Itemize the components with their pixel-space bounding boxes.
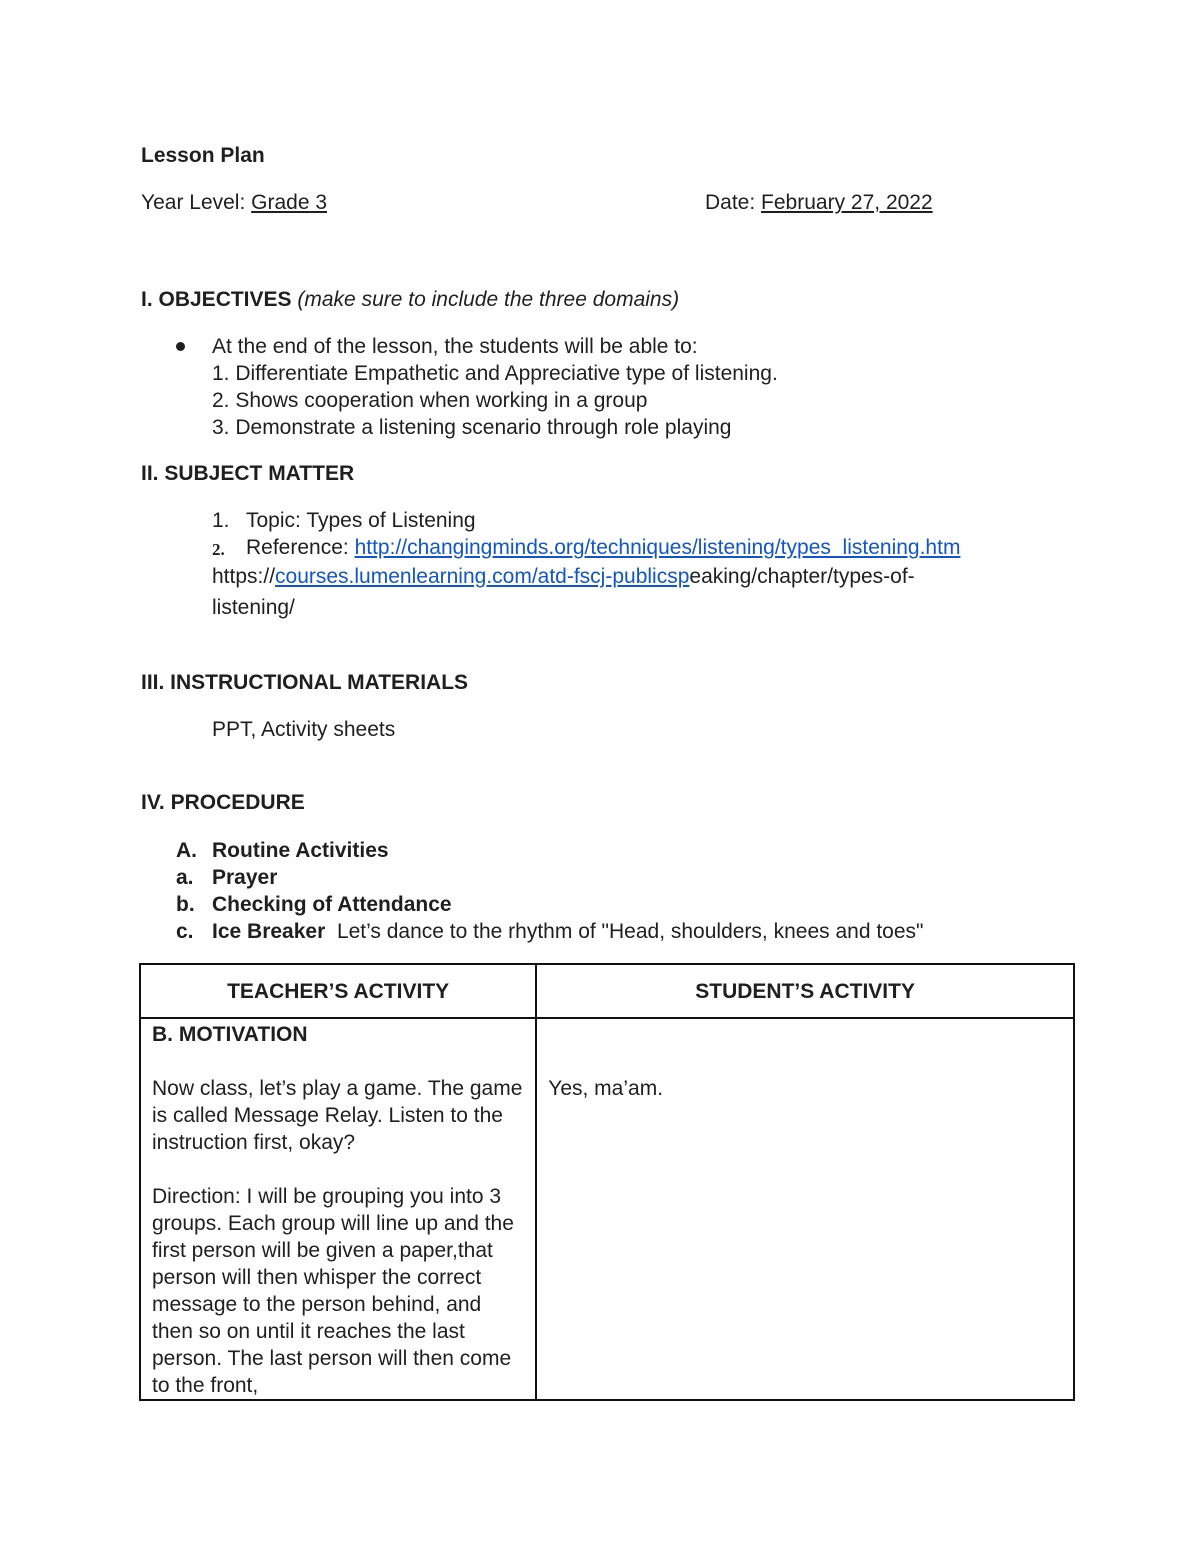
reference-link-2-prefix: https:// (212, 565, 276, 588)
student-reply: Yes, ma’am. (548, 1077, 664, 1100)
reference-link-2[interactable]: courses.lumenlearning.com/atd-fscj-publicsp (275, 565, 690, 588)
bullet-icon (176, 342, 185, 351)
reference-num: 2. (212, 540, 225, 559)
objectives-heading-row (141, 286, 679, 313)
procedure-item-icebreaker-row (212, 918, 923, 945)
teacher-paragraph: Direction: I will be grouping you into 3 groups. Each group will line up and the first person will be given a paper,that person will then whisper the correct message to the person behind, and then so on until it reaches the last person. The last person will then come to the front, (152, 1185, 514, 1397)
teacher-activity-header: TEACHER’S ACTIVITY (140, 964, 536, 1018)
procedure-marker: c. (176, 920, 194, 943)
page-title: Lesson Plan (141, 144, 265, 167)
reference-label: Reference: (246, 536, 349, 559)
reference-link-2-row (212, 563, 915, 590)
procedure-item-prayer: Prayer (212, 866, 278, 889)
student-activity-header: STUDENT’S ACTIVITY (536, 964, 1074, 1018)
procedure-marker: a. (176, 866, 194, 889)
date-row (705, 189, 933, 216)
procedure-item-icebreaker: Ice Breaker (212, 920, 326, 943)
materials-heading: III. INSTRUCTIONAL MATERIALS (141, 671, 469, 694)
date-label: Date: (705, 191, 756, 214)
icebreaker-description: Let’s dance to the rhythm of "Head, shoulders, knees and toes" (336, 920, 924, 943)
student-activity-cell (536, 1018, 1074, 1400)
reference-link-1[interactable]: http://changingminds.org/techniques/listening/types_listening.htm (354, 536, 961, 559)
topic-num: 1. (212, 509, 230, 532)
activity-table (139, 963, 1075, 1401)
year-level-row (141, 189, 327, 216)
objectives-heading: I. OBJECTIVES (141, 288, 292, 311)
objective-item: 1. Differentiate Empathetic and Appreciative type of listening. (212, 362, 778, 385)
topic-text: Topic: Types of Listening (246, 509, 476, 532)
procedure-item-routine: Routine Activities (212, 839, 389, 862)
objective-item: 3. Demonstrate a listening scenario through role playing (212, 416, 732, 439)
objectives-intro: At the end of the lesson, the students will be able to: (212, 335, 698, 358)
objective-item: 2. Shows cooperation when working in a group (212, 389, 648, 412)
objectives-note: (make sure to include the three domains) (297, 288, 680, 311)
reference-row (246, 534, 960, 561)
reference-link-2-cont: listening/ (212, 596, 295, 619)
procedure-heading: IV. PROCEDURE (141, 791, 305, 814)
motivation-heading: B. MOTIVATION (152, 1023, 308, 1046)
year-level-label: Year Level: (141, 191, 246, 214)
reference-link-2-rest: eaking/chapter/types-of- (689, 565, 915, 588)
teacher-activity-cell (140, 1018, 536, 1400)
subject-matter-heading: II. SUBJECT MATTER (141, 462, 355, 485)
procedure-item-attendance: Checking of Attendance (212, 893, 452, 916)
procedure-marker: A. (176, 839, 197, 862)
teacher-paragraph: Now class, let’s play a game. The game is called Message Relay. Listen to the instruction first, okay? (152, 1077, 523, 1154)
year-level-value[interactable]: Grade 3 (251, 191, 328, 214)
procedure-marker: b. (176, 893, 195, 916)
date-value[interactable]: February 27, 2022 (761, 191, 933, 214)
materials-text: PPT, Activity sheets (212, 718, 396, 741)
